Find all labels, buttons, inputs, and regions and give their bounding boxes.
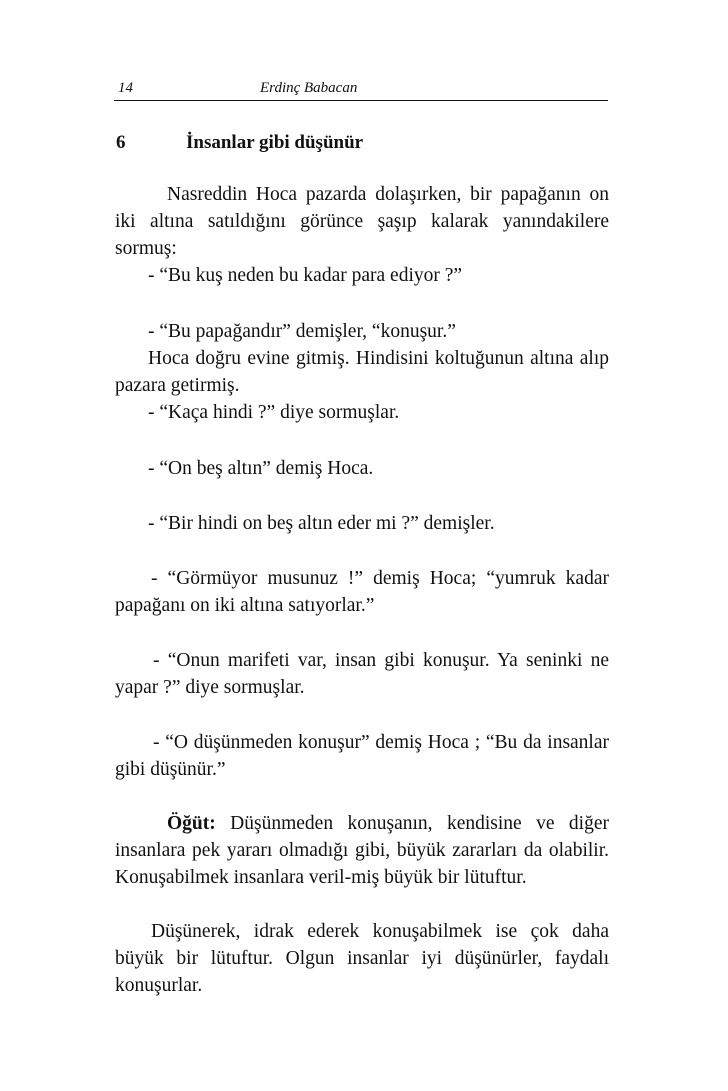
dialogue-line: - “O düşünmeden konuşur” demiş Hoca ; “Bu da insanlar gibi düşünür.” — [115, 732, 609, 780]
page-number: 14 — [118, 80, 133, 96]
dialogue-line: - “On beş altın” demiş Hoca. — [148, 458, 374, 479]
dialogue-line: - “Görmüyor musunuz !” demiş Hoca; “yumruk kadar papağanı on iki altına satıyorlar.” — [115, 568, 609, 616]
advice-paragraph — [115, 810, 609, 891]
advice-text: Düşünmeden konuşanın, kendisine ve diğer insanlara pek yararı olmadığı gibi, büyük zararları da olabilir. Konuşabilmek insanlara veril-miş büyük bir lütuftur. — [115, 813, 609, 888]
advice-paragraph-2: Düşünerek, idrak ederek konuşabilmek ise çok daha büyük bir lütuftur. Olgun insanlar iyi düşünürler, faydalı konuşurlar. — [115, 921, 609, 996]
dialogue-line: - “Bir hindi on beş altın eder mi ?” demişler. — [148, 513, 495, 534]
chapter-number: 6 — [116, 132, 126, 153]
paragraph-intro: Nasreddin Hoca pazarda dolaşırken, bir papağanın on iki altına satıldığını görünce şaşıp kalarak yanındakilere sormuş: — [115, 184, 609, 259]
dialogue-line: - “Bu kuş neden bu kadar para ediyor ?” — [148, 265, 463, 286]
dialogue-line: - “Bu papağandır” demişler, “konuşur.” — [148, 321, 456, 342]
dialogue-line: - “Kaça hindi ?” diye sormuşlar. — [148, 402, 400, 423]
running-header — [114, 80, 608, 101]
advice-label: Öğüt: — [167, 813, 216, 834]
author-name: Erdinç Babacan — [260, 80, 358, 96]
dialogue-line: - “Onun marifeti var, insan gibi konuşur. Ya seninki ne yapar ?” diye sormuşlar. — [115, 650, 609, 698]
paragraph-narration: Hoca doğru evine gitmiş. Hindisini koltuğunun altına alıp pazara getirmiş. — [115, 348, 609, 396]
chapter-title: İnsanlar gibi düşünür — [186, 132, 364, 153]
